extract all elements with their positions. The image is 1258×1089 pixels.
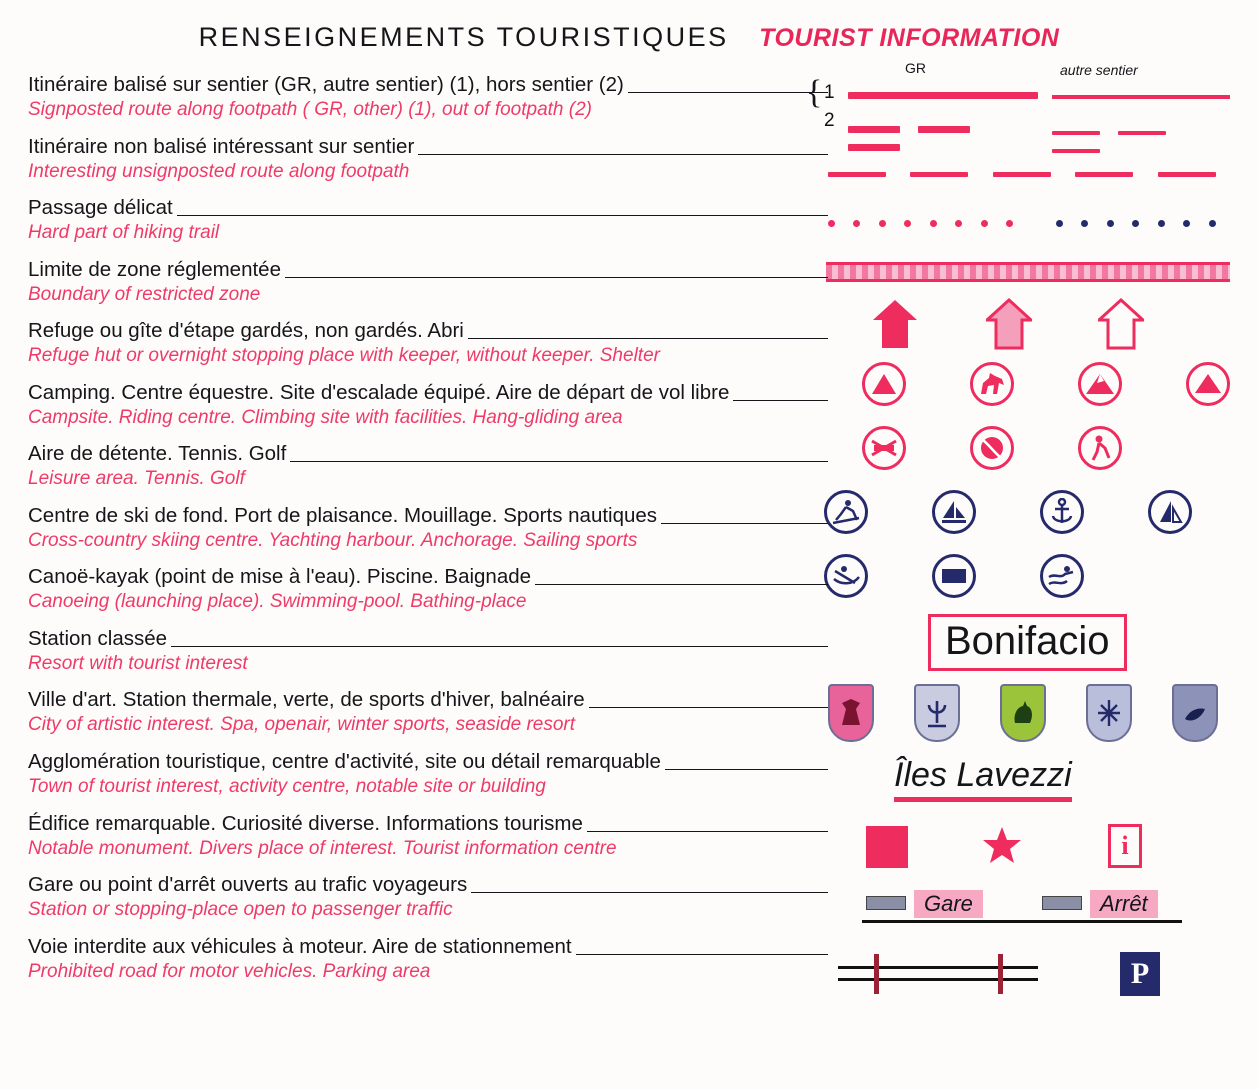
legend-row (28, 811, 828, 861)
platform-icon (866, 896, 906, 910)
gr-label: GR (905, 60, 926, 76)
bathing-place-icon (1040, 554, 1084, 598)
unsignposted-sample (820, 142, 1240, 196)
legend-fr: Limite de zone réglementée (28, 258, 285, 281)
shelter-outline-icon (1098, 298, 1144, 350)
winter-sports-shield-icon (1086, 684, 1132, 742)
legend-en: City of artistic interest. Spa, openair, winter sports, seaside resort (28, 714, 576, 736)
outdoor-activity-icons (820, 358, 1240, 424)
road-line-top (838, 966, 1038, 969)
legend-en: Cross-country skiing centre. Yachting harbour. Anchorage. Sailing sports (28, 529, 638, 551)
station-sample-row (820, 886, 1240, 948)
legend-row (28, 195, 828, 245)
road-line-bottom (838, 978, 1038, 981)
legend-en: Hard part of hiking trail (28, 222, 220, 244)
water-activity-icons (820, 552, 1240, 614)
page-title (0, 22, 1258, 53)
refuge-samples (820, 294, 1240, 358)
prohibited-road-row (820, 948, 1240, 1018)
title-french: RENSEIGNEMENTS TOURISTIQUES (198, 22, 729, 52)
resort-name-sample (820, 614, 1240, 680)
legend-en: Leisure area. Tennis. Golf (28, 468, 245, 490)
title-english: TOURIST INFORMATION (759, 24, 1060, 52)
island-name-label: Îles Lavezzi (894, 756, 1072, 802)
legend-en: Boundary of restricted zone (28, 283, 261, 305)
legend-en: Canoeing (launching place). Swimming-pool. Bathing-place (28, 591, 527, 613)
platform-icon (1042, 896, 1082, 910)
brace-icon: { (806, 74, 823, 111)
legend-row (28, 72, 828, 122)
legend-row (28, 134, 828, 184)
seaside-resort-shield-icon (1172, 684, 1218, 742)
legend-row (28, 503, 828, 553)
line-sample-other-solid (1052, 95, 1230, 99)
dotted-pink (828, 214, 1013, 232)
hang-gliding-icon (1186, 362, 1230, 406)
legend-fr: Ville d'art. Station thermale, verte, de sports d'hiver, balnéaire (28, 688, 589, 711)
golf-icon (1078, 426, 1122, 470)
riding-centre-icon (970, 362, 1014, 406)
legend-row (28, 872, 828, 922)
leisure-area-icon (862, 426, 906, 470)
city-of-art-shield-icon (828, 684, 874, 742)
legend-text-column (28, 72, 828, 987)
legend-en: Interesting unsignposted route along footpath (28, 160, 410, 182)
legend-fr: Itinéraire non balisé intéressant sur sentier (28, 135, 418, 158)
notable-monument-icon (866, 826, 908, 868)
campsite-icon (862, 362, 906, 406)
legend-row (28, 749, 828, 799)
parking-icon (1120, 952, 1160, 996)
legend-fr: Camping. Centre équestre. Site d'escalade équipé. Aire de départ de vol libre (28, 381, 733, 404)
legend-row (28, 257, 828, 307)
legend-fr: Aire de détente. Tennis. Golf (28, 442, 290, 465)
yachting-harbour-icon (932, 490, 976, 534)
legend-fr: Itinéraire balisé sur sentier (GR, autre sentier) (1), hors sentier (2) (28, 73, 628, 96)
legend-fr: Canoë-kayak (point de mise à l'eau). Piscine. Baignade (28, 565, 535, 588)
legend-row (28, 318, 828, 368)
canoe-kayak-icon (824, 554, 868, 598)
barrier-mark (874, 954, 879, 994)
sample-number-1: 1 (824, 82, 835, 103)
route-samples (806, 74, 1240, 142)
place-of-interest-star-icon (980, 824, 1024, 868)
sample-number-2: 2 (824, 110, 835, 131)
legend-fr: Voie interdite aux véhicules à moteur. Aire de stationnement (28, 935, 576, 958)
legend-row (28, 564, 828, 614)
line-sample-gr-solid (848, 92, 1038, 99)
legend-en: Campsite. Riding centre. Climbing site with facilities. Hang-gliding area (28, 406, 623, 428)
sample-headings (820, 60, 1240, 80)
notable-site-name-sample (820, 756, 1240, 818)
anchorage-icon (1040, 490, 1084, 534)
leisure-icons (820, 424, 1240, 488)
restricted-zone-sample (820, 248, 1240, 294)
info-letter: i (1121, 831, 1129, 860)
stop-label: Arrêt (1090, 890, 1158, 918)
other-path-label: autre sentier (1060, 62, 1138, 78)
legend-row (28, 380, 828, 430)
legend-fr: Station classée (28, 627, 171, 650)
legend-fr: Gare ou point d'arrêt ouverts au trafic voyageurs (28, 873, 471, 896)
green-resort-shield-icon (1000, 684, 1046, 742)
town-name-label: Bonifacio (928, 614, 1127, 671)
shield-icons-row (820, 680, 1240, 756)
legend-en: Prohibited road for motor vehicles. Parking area (28, 960, 431, 982)
legend-fr: Édifice remarquable. Curiosité diverse. Informations tourisme (28, 812, 587, 835)
monument-icons-row (820, 818, 1240, 886)
legend-en: Town of tourist interest, activity centre, notable site or building (28, 776, 546, 798)
legend-fr: Centre de ski de fond. Port de plaisance. Mouillage. Sports nautiques (28, 504, 661, 527)
tennis-icon (970, 426, 1014, 470)
railway-line (862, 920, 1182, 923)
legend-row (28, 626, 828, 676)
legend-en: Refuge hut or overnight stopping place with keeper, without keeper. Shelter (28, 345, 660, 367)
parking-letter: P (1130, 957, 1150, 990)
dotted-navy (1056, 214, 1216, 232)
barrier-mark (998, 954, 1003, 994)
delicate-passage-sample (820, 196, 1240, 248)
legend-fr: Refuge ou gîte d'étape gardés, non gardés. Abri (28, 319, 468, 342)
swimming-pool-icon (932, 554, 976, 598)
cross-country-skiing-icon (824, 490, 868, 534)
sailing-sports-icon (1148, 490, 1192, 534)
legend-en: Signposted route along footpath ( GR, other) (1), out of footpath (2) (28, 99, 592, 120)
legend-fr: Passage délicat (28, 196, 177, 219)
gite-half-icon (986, 298, 1032, 350)
water-snow-icons (820, 488, 1240, 552)
refuge-filled-icon (872, 298, 918, 350)
legend-en: Notable monument. Divers place of interest. Tourist information centre (28, 837, 617, 859)
legend-fr: Agglomération touristique, centre d'activité, site ou détail remarquable (28, 750, 665, 773)
legend-row (28, 441, 828, 491)
climbing-site-icon (1078, 362, 1122, 406)
legend-row (28, 934, 828, 984)
legend-en: Resort with tourist interest (28, 652, 248, 674)
tourist-information-icon (1108, 824, 1142, 868)
legend-en: Station or stopping-place open to passenger traffic (28, 899, 453, 921)
legend-row (28, 687, 828, 737)
spa-shield-icon (914, 684, 960, 742)
station-label: Gare (914, 890, 983, 918)
symbol-column (806, 60, 1240, 1018)
